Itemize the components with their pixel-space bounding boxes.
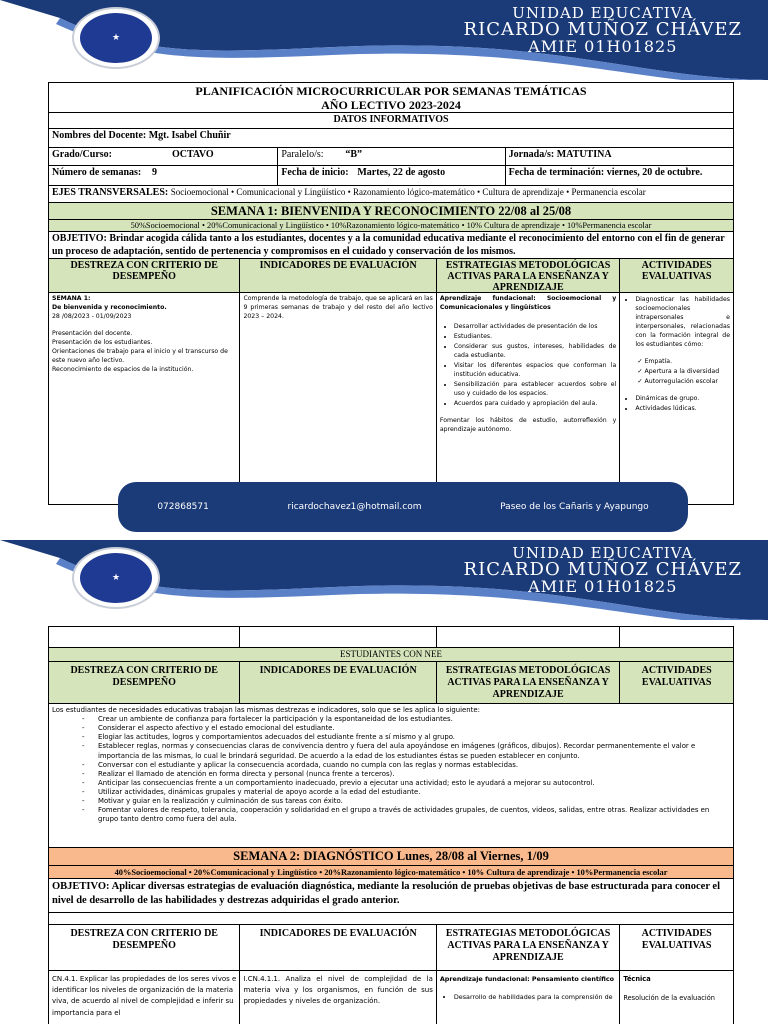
percent1-row	[49, 220, 733, 232]
col-actividades: ACTIVIDADES EVALUATIVAS	[641, 260, 712, 282]
page-2	[0, 540, 768, 1024]
estrategia-item: • Considerar sus gustos, intereses, habilidades de cada estudiante.	[454, 343, 616, 361]
percent2: 40%Socioemocional • 20%Comunicacional y Lingüístico • 20%Razonamiento lógico-matemático • 10% Cultura de aprendizaje • 10%Permanencia escolar	[114, 868, 668, 877]
school-line-3: AMIE 01H01825	[528, 577, 678, 596]
actividad-checks	[623, 358, 730, 387]
objetivo2-row	[49, 879, 733, 913]
jornada: Jornada/s: MATUTINA	[508, 149, 612, 160]
destreza-item: Presentación del docente.	[52, 329, 133, 337]
nee-content	[49, 704, 733, 847]
columns2-row	[49, 662, 733, 704]
docente-name: Nombres del Docente: Mgt. Isabel Chuñir	[52, 130, 231, 141]
grado-row	[49, 148, 733, 166]
ejes-label: EJES TRANSVERSALES:	[52, 187, 169, 198]
semana2-row	[49, 848, 733, 866]
school-name	[464, 546, 742, 595]
actividad-item: • Actividades lúdicas.	[635, 405, 730, 414]
ejes-value: Socioemocional • Comunicacional y Lingüístico • Razonamiento lógico-matemático • Cultura de aprendizaje • Permanencia escolar	[170, 187, 646, 197]
actividad-item: • Dinámicas de grupo.	[635, 395, 730, 404]
nee-item: - Conversar con el estudiante y aplicar la consecuencia acordada, cuando no cumpla con las reglas y normas establecidas.	[98, 761, 730, 770]
footer-email: ricardochavez1@hotmail.com	[287, 502, 422, 512]
school-line-3: AMIE 01H01825	[528, 37, 678, 56]
col-destreza: DESTREZA CON CRITERIO DE DESEMPEÑO	[49, 259, 240, 292]
actividades-cell	[620, 293, 733, 504]
nee-item: - Establecer reglas, normas y consecuencias claras de convivencia dentro y fuera del aula apoyándose en imágenes (gráficos, dibujos). Recordar permanentemente el valor e importancia de las mismas, lo cual le brindará seguridad. De acuerdo a la edad de los estudiantes éstas se pueden establecer en conjunto.	[98, 742, 730, 760]
destreza-item: Orientaciones de trabajo para el inicio y el transcurso de este nuevo año lectivo.	[52, 347, 228, 364]
col-estrategias: ESTRATEGIAS METODOLÓGICAS ACTIVAS PARA LA ENSEÑANZA Y APRENDIZAJE	[437, 259, 620, 292]
school-line-2: RICARDO MUÑOZ CHÁVEZ	[463, 19, 742, 40]
content1-row	[49, 293, 733, 505]
objetivo2-text: Aplicar diversas estrategias de evaluación diagnóstica, mediante la resolución de pruebas objetivas de base estructurada para conocer el nivel de desarrollo de las habilidades y destrezas adquiridas el grado anterior.	[52, 881, 720, 906]
destreza-item: Presentación de los estudiantes.	[52, 338, 153, 346]
objetivo1-text: Brindar acogida cálida tanto a los estudiantes, docentes y a la comunidad educativa mediante el reconocimiento del entorno con el fin de generar un proceso de adaptación, sentido de pertenencia y compromisos en el cuidado y conservación de los mismos.	[52, 233, 725, 257]
indicador-cell: Comprende la metodología de trabajo, que se aplicará en las 9 primeras semanas de trabajo y del resto del año lectivo 2023 – 2024.	[240, 293, 436, 504]
nee-intro: Los estudiantes de necesidades educativas trabajan las mismas destrezas e indicadores, solo que se les aplica lo siguiente:	[52, 706, 480, 714]
semanas-value: 9	[152, 167, 157, 178]
fechas-row	[49, 166, 733, 186]
plan-title: PLANIFICACIÓN MICROCURRICULAR POR SEMANAS TEMÁTICAS	[195, 84, 587, 98]
col-destreza: DESTREZA CON CRITERIO DE DESEMPEÑO	[49, 662, 240, 703]
spacer-row	[49, 913, 733, 925]
planning-table-2	[48, 626, 734, 1024]
school-line-2: RICARDO MUÑOZ CHÁVEZ	[463, 559, 742, 580]
estrategia-list	[440, 323, 616, 409]
letterhead	[0, 0, 768, 80]
semana1-row	[49, 203, 733, 220]
col-estrategias: ESTRATEGIAS METODOLÓGICAS ACTIVAS PARA LA ENSEÑANZA Y APRENDIZAJE	[437, 662, 620, 703]
destreza-item: Reconocimiento de espacios de la institución.	[52, 365, 194, 373]
check-icon: ✓	[637, 357, 645, 365]
estrategia-item: • Desarrollar actividades de presentación de los	[454, 323, 616, 332]
footer-phone: 072868571	[157, 502, 209, 512]
col-destreza: DESTREZA CON CRITERIO DE DESEMPEÑO	[49, 925, 240, 970]
grado-label: Grado/Curso:	[52, 149, 112, 160]
destreza-cell	[49, 293, 240, 504]
check-item: Autorregulación escolar	[644, 377, 718, 385]
datos-informativos: DATOS INFORMATIVOS	[333, 114, 449, 125]
col-indicadores: INDICADORES DE EVALUACIÓN	[240, 925, 436, 970]
estrategia2-item: • Desarrollo de habilidades para la comprensión de	[454, 992, 616, 1002]
act2-label: Técnica	[623, 975, 651, 983]
content2-row	[49, 971, 733, 1024]
check-item: Empatía.	[644, 357, 673, 365]
estrategia-cell	[437, 293, 620, 504]
col-indicadores: INDICADORES DE EVALUACIÓN	[240, 662, 436, 703]
paralelo-label: Paralelo/s:	[281, 149, 324, 160]
school-line-1: UNIDAD EDUCATIVA	[512, 4, 694, 22]
inicio-label: Fecha de inicio:	[281, 167, 349, 178]
col-actividades: ACTIVIDADES EVALUATIVAS	[641, 928, 712, 951]
nee-title-row	[49, 648, 733, 662]
school-logo	[72, 547, 160, 609]
docente-row	[49, 129, 733, 148]
semana2-title: SEMANA 2: DIAGNÓSTICO Lunes, 28/08 al Viernes, 1/09	[233, 849, 549, 863]
percent1: 50%Socioemocional • 20%Comunicacional y Lingüístico • 10%Razonamiento lógico-matemático • 10% Cultura de aprendizaje • 10%Permanencia escolar	[130, 221, 652, 230]
grado-value: OCTAVO	[172, 149, 214, 160]
indicador2-cell: I.CN.4.1.1. Analiza el nivel de complejidad de la materia viva y los organismos, en función de sus propiedades y niveles de organización.	[240, 971, 436, 1024]
destreza-topic: De bienvenida y reconocimiento.	[52, 303, 167, 311]
estrategia-closing: Fomentar los hábitos de estudio, autorreflexión y aprendizaje autónomo.	[439, 416, 617, 433]
title-row	[49, 83, 733, 113]
check-item: Apertura a la diversidad	[644, 367, 720, 375]
estrategia-heading: Aprendizaje fundacional: Socioemocional y Comunicacionales y lingüísticos	[439, 295, 617, 311]
actividades2-cell	[620, 971, 733, 1024]
estrategia-item: • Sensibilización para establecer acuerdos sobre el uso y cuidado de los espacios.	[454, 381, 616, 399]
nee-item: - Considerar el aspecto afectivo y el estado emocional del estudiante.	[98, 724, 730, 733]
estrategia-item: • Acuerdos para cuidado y apropiación del aula.	[454, 400, 616, 409]
nee-list	[52, 715, 730, 824]
estrategia-item: • Visitar los diferentes espacios que conforman la institución educativa.	[454, 362, 616, 380]
paralelo-value: “B”	[345, 149, 362, 160]
nee-item: - Crear un ambiente de confianza para fortalecer la participación y la espontaneidad de los estudiantes.	[98, 715, 730, 724]
school-crest-icon: ★	[80, 553, 152, 603]
objetivo1-row	[49, 232, 733, 259]
nee-item: - Utilizar actividades, dinámicas grupales y material de apoyo acorde a la edad del estudiante.	[98, 788, 730, 797]
percent2-row	[49, 866, 733, 879]
nee-item: - Anticipar las consecuencias frente a un comportamiento inadecuado, previo a ejecutar una actividad; esto le ayudará a mejorar su autocontrol.	[98, 779, 730, 788]
contact-footer	[118, 482, 688, 532]
nee-item: - Realizar el llamado de atención en forma directa y personal (nunca frente a terceros).	[98, 770, 730, 779]
semana1-title: SEMANA 1: BIENVENIDA Y RECONOCIMIENTO 22/08 al 25/08	[210, 204, 572, 218]
letterhead	[0, 540, 768, 620]
destreza-week: SEMANA 1:	[52, 295, 91, 302]
act2-value: Resolución de la evaluación	[623, 993, 715, 1002]
col-indicadores: INDICADORES DE EVALUACIÓN	[240, 259, 436, 292]
school-logo	[72, 7, 160, 69]
nee-item: - Elogiar las actitudes, logros y comportamientos adecuados del estudiante frente a sí mismo y al grupo.	[98, 733, 730, 742]
datos-row	[49, 113, 733, 129]
semanas-label: Número de semanas:	[52, 167, 142, 178]
footer-address: Paseo de los Cañaris y Ayapungo	[500, 502, 649, 512]
empty-row	[49, 627, 733, 648]
school-year: AÑO LECTIVO 2023-2024	[321, 98, 461, 112]
school-name	[464, 6, 742, 55]
nee-item: - Motivar y guiar en la realización y culminación de sus tareas con éxito.	[98, 797, 730, 806]
destreza2-cell: CN.4.1. Explicar las propiedades de los seres vivos e identificar los niveles de organización de la materia viva, de acuerdo al nivel de complejidad e inferir su importancia para el	[49, 971, 240, 1024]
nee-content-row	[49, 704, 733, 848]
actividad-intro: • Diagnosticar las habilidades socioemocionales intrapersonales e interpersonales, relacionadas con la formación integral de los estudiantes cómo:	[635, 296, 730, 350]
col-estrategias: ESTRATEGIAS METODOLÓGICAS ACTIVAS PARA LA ENSEÑANZA Y APRENDIZAJE	[437, 925, 620, 970]
ejes-row	[49, 186, 733, 203]
school-line-1: UNIDAD EDUCATIVA	[512, 544, 694, 562]
destreza-dates: 28 /08/2023 - 01/09/2023	[52, 312, 132, 320]
estrategia2-cell	[437, 971, 620, 1024]
check-icon: ✓	[637, 367, 645, 375]
columns1-row	[49, 259, 733, 293]
planning-table	[48, 82, 734, 505]
col-actividades: ACTIVIDADES EVALUATIVAS	[641, 665, 712, 688]
objetivo2-label: OBJETIVO:	[52, 881, 110, 892]
check-icon: ✓	[637, 377, 645, 385]
termino: Fecha de terminación: viernes, 20 de octubre.	[508, 167, 703, 178]
inicio-value: Martes, 22 de agosto	[357, 167, 446, 178]
estrategia-item: • Estudiantes.	[454, 333, 616, 342]
objetivo1-label: OBJETIVO:	[52, 233, 107, 244]
estrategia2-heading: Aprendizaje fundacional: Pensamiento científico	[439, 975, 615, 983]
nee-title: ESTUDIANTES CON NEE	[340, 649, 442, 659]
school-crest-icon: ★	[80, 13, 152, 63]
nee-item: - Fomentar valores de respeto, tolerancia, cooperación y solidaridad en el grupo a través de actividades grupales, de cuentos, videos, salidas, entre otras. Realizar actividades en grupo tanto dentro como fuera del aula.	[98, 806, 730, 824]
columns3-row	[49, 925, 733, 971]
